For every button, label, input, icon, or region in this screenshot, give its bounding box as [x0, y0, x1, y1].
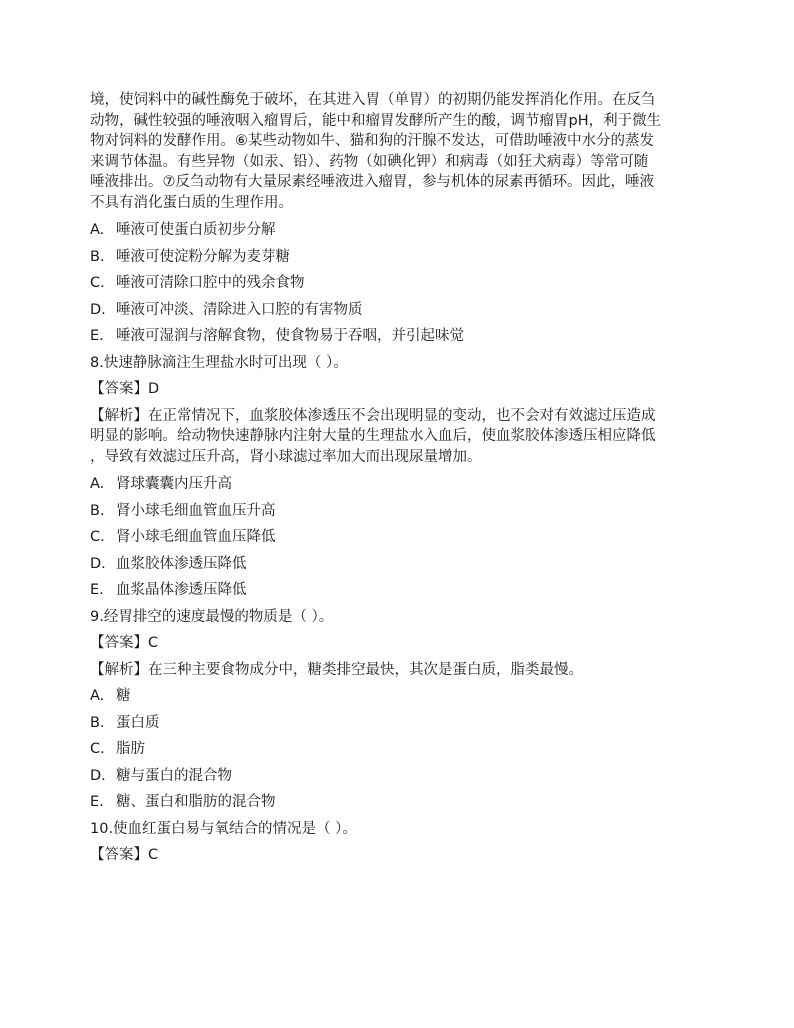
analysis-text	[90, 406, 706, 468]
option-letter: D.	[90, 301, 106, 318]
question-text: 8.快速静脉滴注生理盐水时可出现（ ）。	[90, 354, 348, 371]
analysis-line: ，导致有效滤过压升高，肾小球滤过率加大而出现尿量增加。	[90, 448, 482, 465]
option-a	[90, 686, 706, 707]
option-text: 唾液可湿润与溶解食物，使食物易于吞咽，并引起味觉	[116, 328, 464, 344]
analysis-line: 【解析】在正常情况下，血浆胶体渗透压不会出现明显的变动，也不会对有效滤过压造成	[90, 407, 656, 424]
option-c	[90, 527, 706, 548]
option-letter: D.	[90, 767, 106, 784]
paragraph-line: 来调节体温。有些异物（如汞、铅）、药物（如碘化钾）和病毒（如狂犬病毒）等常可随	[90, 153, 649, 170]
option-letter: B.	[90, 714, 105, 731]
paragraph-line: 物对饲料的发酵作用。⑥某些动物如牛、猫和狗的汗腺不发达，可借助唾液中水分的蒸发	[90, 133, 654, 149]
option-d	[90, 300, 706, 321]
option-text: 蛋白质	[116, 714, 160, 731]
option-letter: A.	[90, 688, 105, 704]
option-a	[90, 220, 706, 241]
analysis-line: 明显的影响。给动物快速静脉内注射大量的生理盐水入血后，使血浆胶体渗透压相应降低	[90, 428, 656, 444]
option-letter: D.	[90, 555, 106, 572]
document-page	[90, 90, 706, 872]
option-e	[90, 792, 706, 813]
option-d	[90, 766, 706, 787]
option-letter: C.	[90, 529, 105, 545]
question-9	[90, 607, 706, 813]
analysis-text: 【解析】在三种主要食物成分中，糖类排空最快，其次是蛋白质，脂类最慢。	[90, 661, 583, 678]
option-text: 肾小球毛细血管血压降低	[116, 529, 276, 545]
intro-paragraph	[90, 90, 706, 213]
option-letter: A.	[90, 222, 105, 238]
option-letter: C.	[90, 275, 105, 291]
option-text: 血浆晶体渗透压降低	[116, 582, 247, 598]
option-letter: E.	[90, 794, 104, 810]
answer-label: 【答案】C	[90, 635, 159, 651]
question-10	[90, 819, 706, 866]
option-letter: E.	[90, 582, 104, 598]
option-text: 唾液可使淀粉分解为麦芽糖	[116, 248, 290, 265]
option-c	[90, 273, 706, 294]
answer-label: 【答案】C	[90, 847, 159, 863]
option-text: 唾液可使蛋白质初步分解	[116, 222, 276, 238]
option-text: 唾液可冲淡、清除进入口腔的有害物质	[116, 301, 363, 318]
option-d	[90, 554, 706, 575]
paragraph-line: 动物，碱性较强的唾液咽入瘤胃后，能中和瘤胃发酵所产生的酸，调节瘤胃pH，利于微生	[90, 112, 662, 129]
option-text: 脂肪	[116, 741, 145, 757]
option-letter: A.	[90, 476, 105, 492]
option-a	[90, 474, 706, 495]
option-text: 唾液可清除口腔中的残余食物	[116, 275, 305, 291]
paragraph-line: 境，使饲料中的碱性酶免于破坏，在其进入胃（单胃）的初期仍能发挥消化作用。在反刍	[90, 92, 656, 108]
option-text: 肾球囊囊内压升高	[116, 476, 232, 492]
question-text: 10.使血红蛋白易与氧结合的情况是（ ）。	[90, 820, 357, 837]
option-letter: B.	[90, 502, 105, 519]
option-b	[90, 501, 706, 522]
option-b	[90, 247, 706, 268]
option-text: 糖	[116, 688, 131, 704]
option-e	[90, 326, 706, 347]
option-letter: C.	[90, 741, 105, 757]
option-letter: B.	[90, 248, 105, 265]
question-text: 9.经胃排空的速度最慢的物质是（ ）。	[90, 608, 334, 625]
answer-label: 【答案】D	[90, 381, 160, 397]
option-e	[90, 580, 706, 601]
option-c	[90, 739, 706, 760]
paragraph-line: 不具有消化蛋白质的生理作用。	[90, 194, 293, 211]
q7-options	[90, 220, 706, 347]
question-8	[90, 353, 706, 601]
option-b	[90, 713, 706, 734]
option-text: 血浆胶体渗透压降低	[116, 555, 247, 572]
option-letter: E.	[90, 328, 104, 344]
option-text: 肾小球毛细血管血压升高	[116, 502, 276, 519]
paragraph-line: 唾液排出。⑦反刍动物有大量尿素经唾液进入瘤胃，参与机体的尿素再循环。因此，唾液	[90, 174, 654, 190]
option-text: 糖、蛋白和脂肪的混合物	[116, 794, 276, 810]
option-text: 糖与蛋白的混合物	[116, 767, 232, 784]
